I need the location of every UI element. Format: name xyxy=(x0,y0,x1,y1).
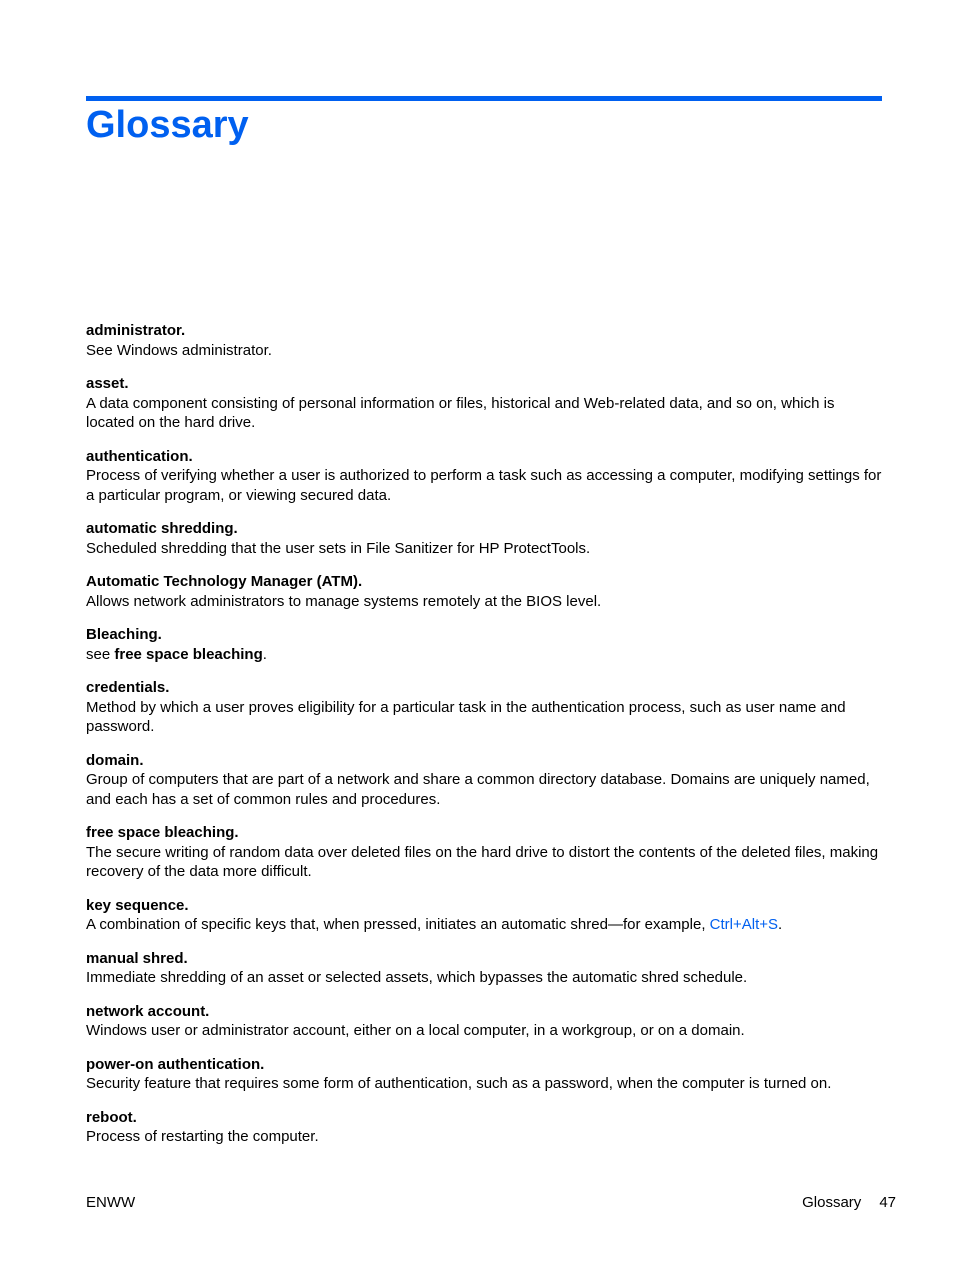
glossary-definition: Scheduled shredding that the user sets in File Sanitizer for HP ProtectTools. xyxy=(86,539,591,557)
glossary-definition: Immediate shredding of an asset or selected assets, which bypasses the automatic shred schedule. xyxy=(86,969,748,986)
glossary-definition: Process of restarting the computer. xyxy=(86,1128,319,1145)
glossary-term: domain. xyxy=(86,751,144,769)
glossary-term: manual shred. xyxy=(86,949,188,967)
glossary-entry-reboot xyxy=(86,1108,886,1147)
title-rule xyxy=(86,96,882,101)
glossary-list xyxy=(86,321,886,1161)
glossary-definition: Process of verifying whether a user is authorized to perform a task such as accessing a computer, modifying settings for a particular program, or viewing secured data. xyxy=(86,467,882,504)
page-title: Glossary xyxy=(86,104,249,146)
glossary-definition: A data component consisting of personal information or files, historical and Web-related data, and so on, which is located on the hard drive. xyxy=(86,394,835,431)
glossary-entry-manual-shred xyxy=(86,949,886,988)
glossary-term: power-on authentication. xyxy=(86,1055,265,1073)
cross-reference: free space bleaching xyxy=(114,645,263,663)
glossary-term: automatic shredding. xyxy=(86,520,238,537)
glossary-definition: Group of computers that are part of a network and share a common directory database. Domains are uniquely named, and each has a set of common rules and procedures. xyxy=(86,771,870,808)
glossary-term: key sequence. xyxy=(86,896,189,914)
glossary-entry-automatic-shredding xyxy=(86,519,886,558)
footer-section: Glossary xyxy=(802,1194,862,1211)
definition-suffix: . xyxy=(778,916,783,933)
glossary-term: credentials. xyxy=(86,679,170,696)
glossary-entry-bleaching xyxy=(86,625,886,664)
glossary-term: authentication. xyxy=(86,447,193,465)
glossary-definition: See Windows administrator. xyxy=(86,341,272,359)
glossary-definition: Windows user or administrator account, either on a local computer, in a workgroup, or on a domain. xyxy=(86,1022,745,1039)
glossary-term: reboot. xyxy=(86,1108,137,1126)
glossary-entry-domain xyxy=(86,751,886,810)
page-number: 47 xyxy=(879,1194,896,1211)
glossary-entry-asset xyxy=(86,374,886,433)
glossary-entry-key-sequence xyxy=(86,896,886,935)
glossary-term: free space bleaching. xyxy=(86,824,239,841)
glossary-definition: Allows network administrators to manage systems remotely at the BIOS level. xyxy=(86,592,602,610)
definition-prefix: A combination of specific keys that, when pressed, initiates an automatic shred—for example, xyxy=(86,916,710,933)
glossary-entry-power-on-authentication xyxy=(86,1055,886,1094)
glossary-term: asset. xyxy=(86,375,129,392)
glossary-definition xyxy=(86,645,886,665)
definition-suffix: . xyxy=(262,645,267,663)
glossary-definition: The secure writing of random data over deleted files on the hard drive to distort the contents of the deleted files, making recovery of the data more difficult. xyxy=(86,843,879,880)
glossary-entry-authentication xyxy=(86,447,886,506)
glossary-entry-free-space-bleaching xyxy=(86,823,886,882)
glossary-entry-atm xyxy=(86,572,886,611)
glossary-entry-network-account xyxy=(86,1002,886,1041)
glossary-term: Bleaching. xyxy=(86,626,162,643)
glossary-entry-administrator xyxy=(86,321,886,360)
glossary-definition: Security feature that requires some form of authentication, such as a password, when the computer is turned on. xyxy=(86,1075,832,1092)
footer-locale: ENWW xyxy=(86,1194,136,1211)
glossary-entry-credentials xyxy=(86,678,886,737)
glossary-definition xyxy=(86,915,886,935)
glossary-term: Automatic Technology Manager (ATM). xyxy=(86,573,363,590)
glossary-term: administrator. xyxy=(86,322,186,339)
glossary-term: network account. xyxy=(86,1002,210,1020)
definition-prefix: see xyxy=(86,645,115,663)
glossary-definition: Method by which a user proves eligibility for a particular task in the authentication process, such as user name and password. xyxy=(86,698,846,735)
footer-page-info xyxy=(802,1193,896,1212)
key-combo-link[interactable]: Ctrl+Alt+S xyxy=(709,916,779,933)
